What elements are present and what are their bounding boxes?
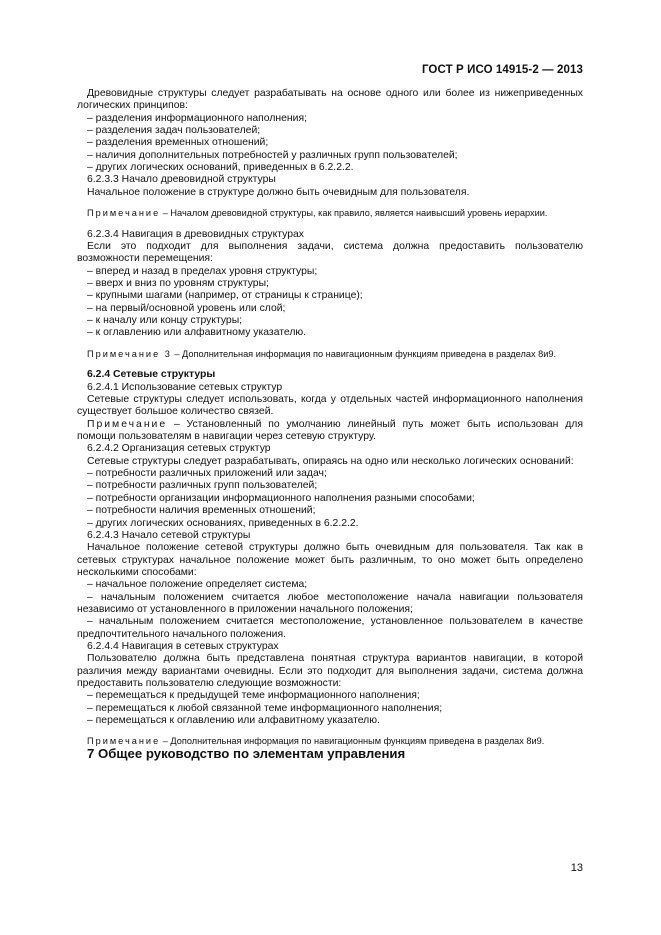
list-item: – потребности наличия временных отношений; [87,505,316,517]
list-item: – перемещаться к предыдущей теме информационного наполнения; [87,690,420,702]
list-item: – вверх и вниз по уровням структуры; [87,278,269,290]
list-item: – начальным положением считается местоположение, установленное пользователем в качестве предпочтительного начального положения. [77,616,583,640]
page-number: 13 [570,862,583,874]
note-label: Примечание 3 [87,348,172,359]
section-heading: 6.2.4 Сетевые структуры [87,369,216,381]
paragraph: Сетевые структуры следует разрабатывать, опираясь на одно или несколько логических оснований: [87,455,574,467]
paragraph: Начальное положение в структуре должно быть очевидным для пользователя. [87,186,470,198]
list-item: – к началу или концу структуры; [87,315,243,327]
paragraph: Если это подходит для выполнения задачи, система должна предоставить пользователю возможности перемещения: [77,241,583,265]
list-item: – перемещаться к оглавлению или алфавитному указателю. [87,715,380,726]
paragraph: Древовидные структуры следует разрабатывать на основе одного или более из нижеприведенных логических принципов: [77,88,583,112]
subsection-heading: 6.2.4.4 Навигация в сетевых структурах [87,640,279,652]
list-item: – разделения информационного наполнения; [87,112,307,124]
paragraph: Начальное положение сетевой структуры должно быть очевидным для пользователя. Так как в сетевых структурах начальное положение может быть различным, то оно может быть определено несколькими способами: [77,542,583,578]
paragraph: Сетевые структуры следует использовать, когда у отдельных частей информационного наполнения существует большое количество связей. [77,394,583,418]
subsection-heading: 6.2.4.2 Организация сетевых структур [87,443,271,455]
list-item: – наличия дополнительных потребностей у различных групп пользователей; [87,149,458,161]
page-content [77,88,583,760]
list-item: – к оглавлению или алфавитному указателю. [87,327,307,339]
note [77,419,583,444]
note-label: Примечание [87,736,161,747]
note-text: – Дополнительная информация по навигационным функциям приведена в разделах 8и9. [160,736,545,747]
subsection-heading: 6.2.4.1 Использование сетевых структур [87,381,283,393]
subsection-heading: 6.2.3.4 Навигация в древовидных структурах [87,228,304,240]
chapter-heading: 7 Общее руководство по элементам управления [87,745,406,761]
list-item: – начальное положение определяет система; [87,579,308,591]
note-label: Примечание [87,418,168,430]
subsection-heading: 6.2.4.3 Начало сетевой структуры [87,529,251,541]
list-item: – начальным положением считается любое местоположение начала навигации пользователя независимо от установленного в приложении начального положения; [77,591,583,615]
note-text: – Установленный по умолчанию линейный путь может быть использован для помощи пользователям в навигации через сетевую структуру. [77,418,583,443]
list-item: – потребности различных приложений или задач; [87,468,327,480]
list-item: – вперед и назад в пределах уровня структуры; [87,265,318,277]
note [77,349,583,361]
list-item: – потребности организации информационного наполнения разными способами; [87,492,475,504]
note [77,208,583,220]
list-item: – разделения временных отношений; [87,137,269,149]
document-header: ГОСТ Р ИСО 14915-2 — 2013 [421,64,583,76]
note-text: – Началом древовидной структуры, как правило, является наивысший уровень иерархии. [160,208,548,219]
paragraph: Пользователю должна быть представлена понятная структура вариантов навигации, в которой различия между вариантами очевидны. Если это подходит для выполнения задачи, система должна предоставить пользователю следующие возможности: [77,653,583,689]
list-item: – других логических оснований, приведенных в 6.2.2.2. [87,162,354,174]
note-label: Примечание [87,208,161,219]
note-text: – Дополнительная информация по навигационным функциям приведена в разделах 8и9. [171,348,556,359]
list-item: – потребности различных групп пользователей; [87,480,318,492]
subsection-heading: 6.2.3.3 Начало древовидной структуры [87,174,276,186]
list-item: – на первый/основной уровень или слой; [87,302,286,314]
list-item: – крупными шагами (например, от страницы к странице); [87,290,363,302]
list-item: – разделения задач пользователей; [87,125,261,137]
list-item: – перемещаться к любой связанной теме информационного наполнения; [87,702,443,714]
list-item: – других логических основаниях, приведенных в 6.2.2.2. [87,517,359,529]
